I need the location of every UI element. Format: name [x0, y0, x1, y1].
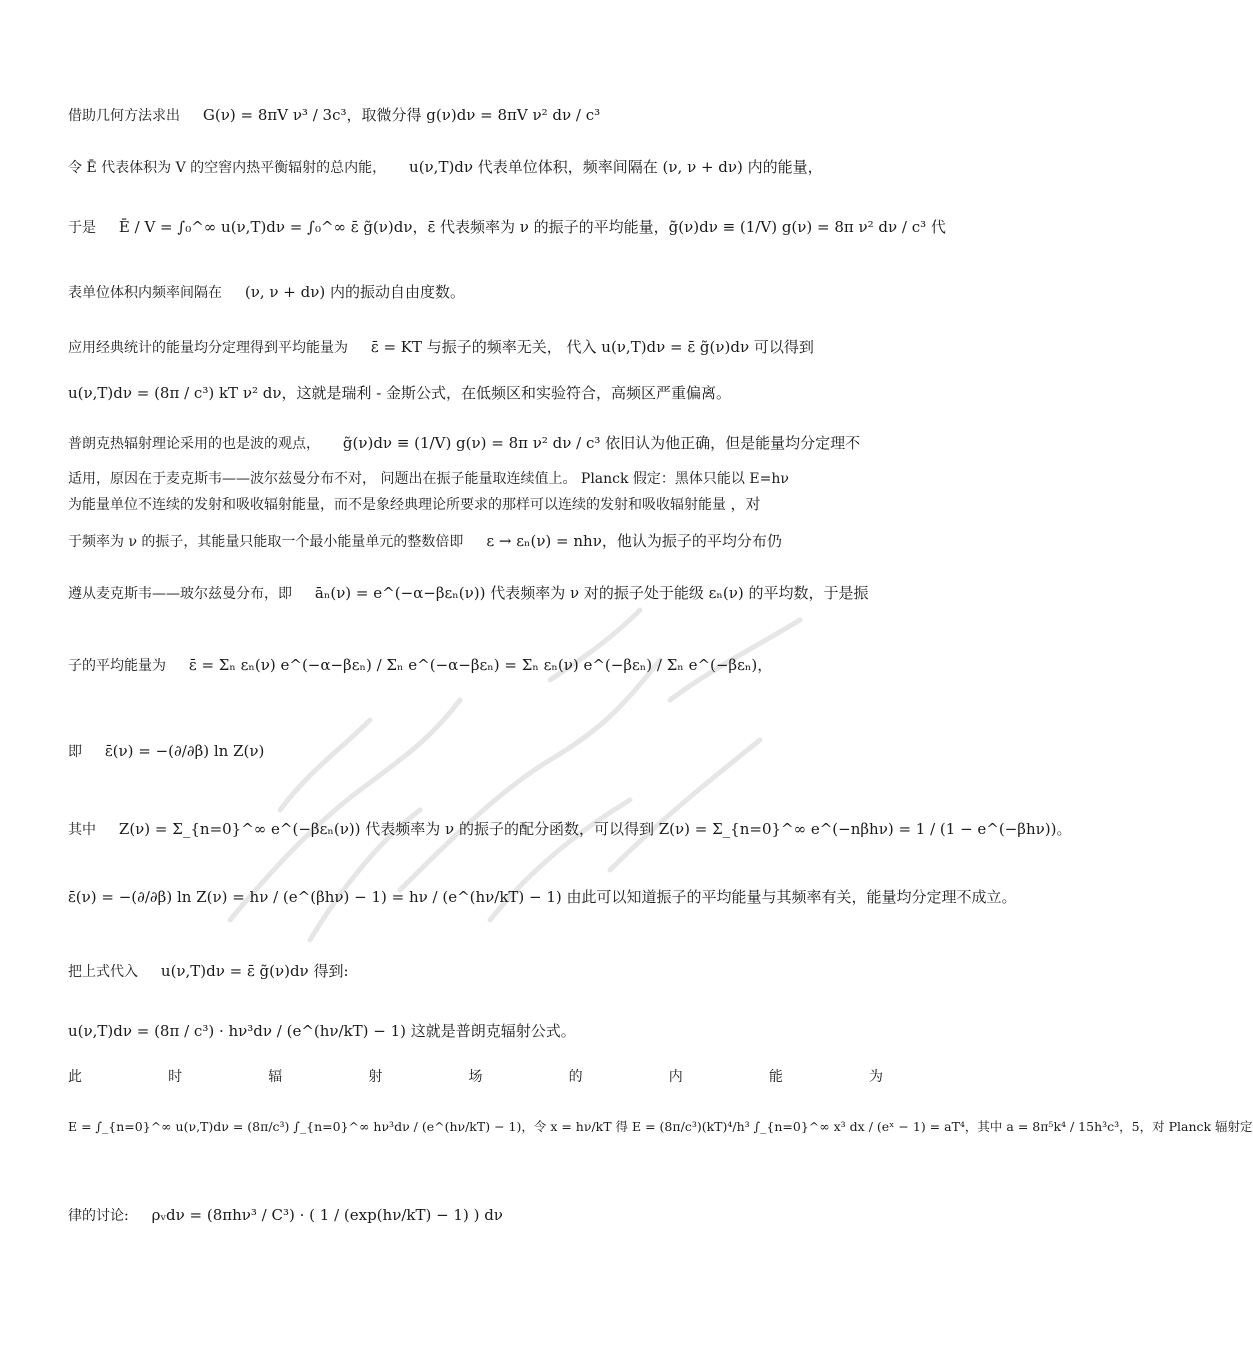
line-text: 子的平均能量为 [68, 658, 166, 674]
line-text: 把上式代入 [68, 964, 138, 980]
formula-mean-energy-result: ε̄(ν) = −(∂/∂β) ln Z(ν) = hν / (e^(βhν) − 1) = hν / (e^(hν/kT) − 1) 由此可以知道振子的平均能量与其频率有关，能量均分定理不成立。 [68, 888, 1017, 906]
line-internal-energy-heading [68, 1068, 883, 1086]
line-planck-wave-view [68, 434, 883, 453]
line-text: 表单位体积内频率间隔在 [68, 285, 222, 301]
line-text: 其中 [68, 822, 96, 838]
line-partition-function [68, 820, 1072, 839]
spread-char: 的 [568, 1069, 583, 1085]
line-text: 律的讨论: [68, 1208, 129, 1224]
line-planck-discussion [68, 1206, 883, 1225]
line-text: 借助几何方法求出 [68, 108, 180, 124]
line-text: 令 Ē 代表体积为 V 的空窖内热平衡辐射的总内能， [68, 160, 387, 176]
line-rayleigh-jeans [68, 384, 883, 403]
spread-char: 内 [668, 1069, 683, 1085]
line-log-derivative [68, 742, 883, 761]
line-stefan-boltzmann [68, 1118, 1253, 1136]
spread-char: 场 [468, 1069, 483, 1085]
spread-char: 此 [68, 1069, 82, 1085]
line-planck-assumption [68, 470, 883, 488]
formula-spectral-density: ρᵥdν = (8πhν³ / C³) · ( 1 / (exp(hν/kT) − 1) ) dν [151, 1206, 503, 1224]
formula-mode-density: g̃(ν)dν ≡ (1/V) g(ν) = 8π ν² dν / c³ 依旧认为他正确，但是能量均分定理不 [342, 434, 861, 452]
formula-mean-energy-sum: ε̄ = Σₙ εₙ(ν) e^(−α−βεₙ) / Σₙ e^(−α−βεₙ) = Σₙ εₙ(ν) e^(−βεₙ) / Σₙ e^(−βεₙ)， [188, 656, 773, 674]
line-text: 适用，原因在于麦克斯韦——波尔兹曼分布不对， 问题出在振子能量取连续值上。 Planck 假定：黑体只能以 E=hν [68, 471, 789, 487]
formula-density-of-states: G(ν) = 8πV ν³ / 3c³，取微分得 g(ν)dν = 8πV ν² dν / c³ [202, 106, 601, 124]
line-mean-energy-sum [68, 656, 883, 675]
formula-quantized-energy: ε → εₙ(ν) = nhν，他认为振子的平均分布仍 [486, 532, 782, 550]
formula-substitution: u(ν,T)dν = ε̄ g̃(ν)dν 得到: [160, 962, 349, 980]
line-energy-integral [68, 218, 946, 237]
spread-char: 射 [368, 1069, 383, 1085]
line-quantized-energy [68, 532, 883, 551]
formula-rayleigh-jeans: u(ν,T)dν = (8π / c³) kT ν² dν，这就是瑞利 - 金斯公式，在低频区和实验符合，高频区严重偏离。 [68, 384, 732, 402]
line-mean-energy-result [68, 888, 1017, 907]
formula-boltzmann: āₙ(ν) = e^(−α−βεₙ(ν)) 代表频率为 ν 对的振子处于能级 εₙ(ν) 的平均数，于是振 [314, 584, 869, 602]
spread-char: 辐 [268, 1069, 283, 1085]
formula-partition-function: Z(ν) = Σ_{n=0}^∞ e^(−βεₙ(ν)) 代表频率为 ν 的振子的配分函数，可以得到 Z(ν) = Σ_{n=0}^∞ e^(−nβhν) = 1 / (1 − e^(−βhν))。 [118, 820, 1072, 838]
formula-planck-radiation: u(ν,T)dν = (8π / c³) · hν³dν / (e^(hν/kT) − 1) 这就是普朗克辐射公式。 [68, 1022, 576, 1040]
line-tail: ，对 [730, 495, 761, 513]
line-boltzmann-distribution [68, 584, 883, 603]
line-geometric-method [68, 106, 883, 125]
formula-energy-density: u(ν,T)dν 代表单位体积，频率间隔在 (ν, ν + dν) 内的能量， [409, 158, 823, 176]
line-substitution [68, 962, 883, 981]
formula-energy-integral: Ē / V = ∫₀^∞ u(ν,T)dν = ∫₀^∞ ε̄ g̃(ν)dν，ε̄ 代表频率为 ν 的振子的平均能量，g̃(ν)dν ≡ (1/V) g(ν) = 8π ν² dν / c³ 代 [118, 218, 946, 236]
spread-char: 为 [869, 1069, 883, 1085]
line-text: 为能量单位不连续的发射和吸收辐射能量，而不是象经典理论所要求的那样可以连续的发射和吸收辐射能量 [68, 497, 726, 513]
line-text: 遵从麦克斯韦——玻尔兹曼分布，即 [68, 586, 292, 602]
line-planck-formula [68, 1022, 883, 1041]
spread-char: 能 [768, 1069, 783, 1085]
line-total-energy-definition [68, 158, 883, 177]
formula-stefan-boltzmann: E = ∫_{n=0}^∞ u(ν,T)dν = (8π/c³) ∫_{n=0}^∞ hν³dν / (e^(hν/kT) − 1)，令 x = hν/kT 得 E = (8π/c³)(kT)⁴/h³ ∫_{n=0}^∞ x³ dx / (eˣ − 1) = aT⁴，其中 a = 8π⁵k⁴ / 15h³c³，5，对 Planck 辐射定 [68, 1119, 1253, 1134]
line-discrete-emission [68, 495, 883, 514]
formula-frequency-interval: (ν, ν + dν) 内的振动自由度数。 [244, 283, 465, 301]
watermark-signature [190, 560, 840, 980]
line-equipartition [68, 338, 883, 357]
line-text: 应用经典统计的能量均分定理得到平均能量为 [68, 340, 348, 356]
formula-log-derivative: ε̄(ν) = −(∂/∂β) ln Z(ν) [104, 742, 265, 760]
line-text: 普朗克热辐射理论采用的也是波的观点， [68, 436, 320, 452]
formula-equipartition: ε̄ = KT 与振子的频率无关， 代入 u(ν,T)dν = ε̄ g̃(ν)dν 可以得到 [370, 338, 814, 356]
spread-char: 时 [168, 1069, 183, 1085]
line-degrees-of-freedom [68, 283, 883, 302]
line-text: 于是 [68, 220, 96, 236]
line-text: 即 [68, 744, 82, 760]
line-text: 于频率为 ν 的振子，其能量只能取一个最小能量单元的整数倍即 [68, 534, 464, 550]
